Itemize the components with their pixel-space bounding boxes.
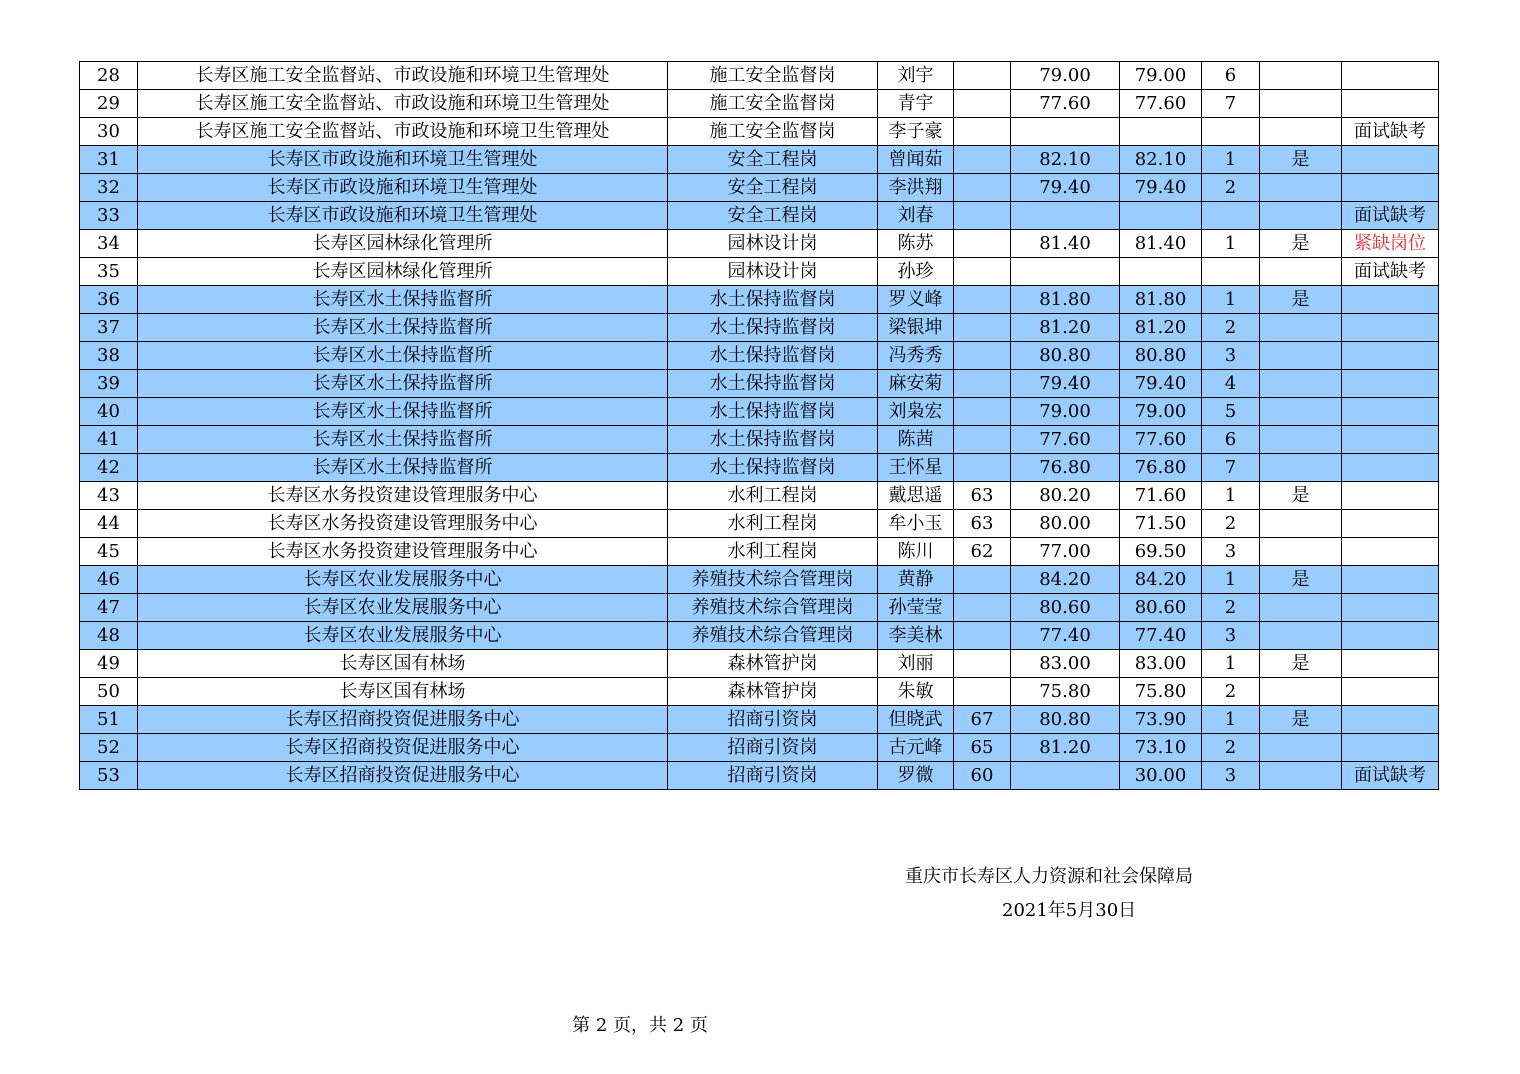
cell-post: 水土保持监督岗 xyxy=(668,454,878,482)
cell-written-score xyxy=(954,258,1011,286)
cell-name: 刘枭宏 xyxy=(878,398,954,426)
cell-unit: 长寿区招商投资促进服务中心 xyxy=(138,762,668,790)
cell-post: 森林管护岗 xyxy=(668,650,878,678)
cell-post: 养殖技术综合管理岗 xyxy=(668,566,878,594)
cell-unit: 长寿区农业发展服务中心 xyxy=(138,566,668,594)
cell-post: 水土保持监督岗 xyxy=(668,426,878,454)
cell-total-score xyxy=(1120,258,1202,286)
cell-unit: 长寿区国有林场 xyxy=(138,678,668,706)
cell-total-score: 79.40 xyxy=(1120,174,1202,202)
cell-serial-number: 40 xyxy=(80,398,138,426)
cell-name: 麻安菊 xyxy=(878,370,954,398)
cell-interview-score: 75.80 xyxy=(1011,678,1120,706)
cell-post: 施工安全监督岗 xyxy=(668,118,878,146)
cell-written-score: 65 xyxy=(954,734,1011,762)
cell-physical-exam: 是 xyxy=(1260,566,1342,594)
cell-total-score: 80.80 xyxy=(1120,342,1202,370)
cell-physical-exam xyxy=(1260,426,1342,454)
cell-interview-score: 76.80 xyxy=(1011,454,1120,482)
cell-total-score: 75.80 xyxy=(1120,678,1202,706)
cell-interview-score: 77.00 xyxy=(1011,538,1120,566)
table-row xyxy=(80,622,1439,650)
cell-interview-score: 81.20 xyxy=(1011,314,1120,342)
cell-serial-number: 34 xyxy=(80,230,138,258)
cell-written-score xyxy=(954,62,1011,90)
cell-post: 水利工程岗 xyxy=(668,538,878,566)
cell-name: 李洪翔 xyxy=(878,174,954,202)
cell-rank: 1 xyxy=(1202,482,1260,510)
cell-unit: 长寿区招商投资促进服务中心 xyxy=(138,706,668,734)
cell-rank: 1 xyxy=(1202,146,1260,174)
cell-physical-exam xyxy=(1260,398,1342,426)
cell-total-score: 84.20 xyxy=(1120,566,1202,594)
cell-written-score: 63 xyxy=(954,510,1011,538)
cell-note xyxy=(1342,650,1439,678)
cell-rank: 2 xyxy=(1202,510,1260,538)
cell-name: 黄静 xyxy=(878,566,954,594)
page-number: 第 2 页，共 2 页 xyxy=(572,1015,708,1036)
cell-note xyxy=(1342,482,1439,510)
cell-rank xyxy=(1202,118,1260,146)
cell-physical-exam: 是 xyxy=(1260,146,1342,174)
cell-physical-exam: 是 xyxy=(1260,286,1342,314)
table-row xyxy=(80,594,1439,622)
cell-interview-score: 80.80 xyxy=(1011,706,1120,734)
cell-unit: 长寿区水务投资建设管理服务中心 xyxy=(138,538,668,566)
cell-total-score: 79.00 xyxy=(1120,62,1202,90)
cell-unit: 长寿区水土保持监督所 xyxy=(138,398,668,426)
cell-interview-score: 80.20 xyxy=(1011,482,1120,510)
cell-post: 水土保持监督岗 xyxy=(668,370,878,398)
cell-physical-exam: 是 xyxy=(1260,230,1342,258)
cell-written-score xyxy=(954,146,1011,174)
cell-name: 牟小玉 xyxy=(878,510,954,538)
cell-note xyxy=(1342,510,1439,538)
cell-post: 园林设计岗 xyxy=(668,230,878,258)
cell-total-score xyxy=(1120,118,1202,146)
cell-post: 水土保持监督岗 xyxy=(668,286,878,314)
cell-name: 孙珍 xyxy=(878,258,954,286)
table-row xyxy=(80,146,1439,174)
cell-name: 罗义峰 xyxy=(878,286,954,314)
cell-note xyxy=(1342,370,1439,398)
cell-serial-number: 39 xyxy=(80,370,138,398)
cell-post: 施工安全监督岗 xyxy=(668,90,878,118)
cell-post: 养殖技术综合管理岗 xyxy=(668,622,878,650)
cell-note xyxy=(1342,314,1439,342)
cell-total-score: 73.90 xyxy=(1120,706,1202,734)
cell-post: 水土保持监督岗 xyxy=(668,314,878,342)
cell-rank: 3 xyxy=(1202,762,1260,790)
cell-rank xyxy=(1202,258,1260,286)
cell-serial-number: 51 xyxy=(80,706,138,734)
cell-note xyxy=(1342,286,1439,314)
cell-written-score xyxy=(954,650,1011,678)
cell-unit: 长寿区施工安全监督站、市政设施和环境卫生管理处 xyxy=(138,90,668,118)
cell-unit: 长寿区农业发展服务中心 xyxy=(138,594,668,622)
cell-rank: 2 xyxy=(1202,314,1260,342)
cell-post: 施工安全监督岗 xyxy=(668,62,878,90)
cell-note: 面试缺考 xyxy=(1342,762,1439,790)
cell-serial-number: 53 xyxy=(80,762,138,790)
cell-interview-score: 77.40 xyxy=(1011,622,1120,650)
cell-physical-exam xyxy=(1260,174,1342,202)
cell-written-score xyxy=(954,174,1011,202)
cell-name: 冯秀秀 xyxy=(878,342,954,370)
cell-interview-score: 84.20 xyxy=(1011,566,1120,594)
cell-interview-score: 77.60 xyxy=(1011,426,1120,454)
cell-note: 面试缺考 xyxy=(1342,118,1439,146)
table-row xyxy=(80,286,1439,314)
cell-post: 安全工程岗 xyxy=(668,174,878,202)
cell-written-score: 67 xyxy=(954,706,1011,734)
cell-written-score xyxy=(954,622,1011,650)
cell-written-score xyxy=(954,202,1011,230)
cell-physical-exam xyxy=(1260,118,1342,146)
cell-post: 水利工程岗 xyxy=(668,510,878,538)
cell-written-score xyxy=(954,370,1011,398)
cell-physical-exam xyxy=(1260,90,1342,118)
cell-unit: 长寿区市政设施和环境卫生管理处 xyxy=(138,146,668,174)
cell-total-score: 81.20 xyxy=(1120,314,1202,342)
table-row xyxy=(80,370,1439,398)
cell-post: 水土保持监督岗 xyxy=(668,398,878,426)
cell-physical-exam xyxy=(1260,314,1342,342)
cell-written-score xyxy=(954,426,1011,454)
table-body xyxy=(80,62,1439,790)
cell-written-score xyxy=(954,594,1011,622)
cell-physical-exam xyxy=(1260,538,1342,566)
cell-physical-exam: 是 xyxy=(1260,706,1342,734)
table-row xyxy=(80,454,1439,482)
table-row xyxy=(80,314,1439,342)
cell-unit: 长寿区市政设施和环境卫生管理处 xyxy=(138,202,668,230)
cell-serial-number: 35 xyxy=(80,258,138,286)
cell-note xyxy=(1342,454,1439,482)
cell-unit: 长寿区水土保持监督所 xyxy=(138,314,668,342)
cell-written-score xyxy=(954,566,1011,594)
cell-physical-exam: 是 xyxy=(1260,482,1342,510)
table-row xyxy=(80,230,1439,258)
table-row xyxy=(80,426,1439,454)
cell-interview-score: 79.00 xyxy=(1011,398,1120,426)
cell-serial-number: 46 xyxy=(80,566,138,594)
table-row xyxy=(80,482,1439,510)
cell-total-score: 73.10 xyxy=(1120,734,1202,762)
table-row xyxy=(80,762,1439,790)
cell-name: 陈苏 xyxy=(878,230,954,258)
table-row xyxy=(80,538,1439,566)
cell-rank: 2 xyxy=(1202,174,1260,202)
cell-interview-score xyxy=(1011,762,1120,790)
cell-note xyxy=(1342,566,1439,594)
cell-name: 李美林 xyxy=(878,622,954,650)
table-row xyxy=(80,174,1439,202)
cell-total-score: 83.00 xyxy=(1120,650,1202,678)
cell-interview-score: 80.60 xyxy=(1011,594,1120,622)
cell-unit: 长寿区施工安全监督站、市政设施和环境卫生管理处 xyxy=(138,118,668,146)
cell-name: 古元峰 xyxy=(878,734,954,762)
cell-note xyxy=(1342,62,1439,90)
cell-name: 刘丽 xyxy=(878,650,954,678)
cell-note xyxy=(1342,174,1439,202)
table-row xyxy=(80,342,1439,370)
cell-total-score xyxy=(1120,202,1202,230)
cell-name: 罗微 xyxy=(878,762,954,790)
cell-interview-score: 79.00 xyxy=(1011,62,1120,90)
cell-serial-number: 28 xyxy=(80,62,138,90)
cell-interview-score: 81.40 xyxy=(1011,230,1120,258)
cell-rank: 3 xyxy=(1202,538,1260,566)
cell-note xyxy=(1342,342,1439,370)
cell-rank: 2 xyxy=(1202,734,1260,762)
cell-rank: 1 xyxy=(1202,650,1260,678)
cell-rank: 7 xyxy=(1202,454,1260,482)
cell-written-score xyxy=(954,314,1011,342)
cell-unit: 长寿区水土保持监督所 xyxy=(138,286,668,314)
cell-rank: 1 xyxy=(1202,230,1260,258)
cell-interview-score: 77.60 xyxy=(1011,90,1120,118)
cell-unit: 长寿区市政设施和环境卫生管理处 xyxy=(138,174,668,202)
cell-note xyxy=(1342,90,1439,118)
cell-rank: 7 xyxy=(1202,90,1260,118)
cell-rank: 1 xyxy=(1202,566,1260,594)
cell-name: 曾闻茹 xyxy=(878,146,954,174)
cell-unit: 长寿区水土保持监督所 xyxy=(138,454,668,482)
cell-post: 招商引资岗 xyxy=(668,762,878,790)
cell-serial-number: 43 xyxy=(80,482,138,510)
cell-serial-number: 31 xyxy=(80,146,138,174)
cell-written-score xyxy=(954,90,1011,118)
cell-name: 陈川 xyxy=(878,538,954,566)
table-row xyxy=(80,118,1439,146)
cell-rank: 2 xyxy=(1202,594,1260,622)
cell-name: 朱敏 xyxy=(878,678,954,706)
cell-written-score: 63 xyxy=(954,482,1011,510)
cell-interview-score xyxy=(1011,118,1120,146)
cell-name: 李子豪 xyxy=(878,118,954,146)
cell-serial-number: 48 xyxy=(80,622,138,650)
table-row xyxy=(80,510,1439,538)
cell-rank: 2 xyxy=(1202,678,1260,706)
cell-rank: 6 xyxy=(1202,62,1260,90)
cell-total-score: 71.50 xyxy=(1120,510,1202,538)
cell-total-score: 79.00 xyxy=(1120,398,1202,426)
cell-serial-number: 47 xyxy=(80,594,138,622)
cell-total-score: 79.40 xyxy=(1120,370,1202,398)
cell-serial-number: 36 xyxy=(80,286,138,314)
cell-rank: 3 xyxy=(1202,622,1260,650)
cell-unit: 长寿区水土保持监督所 xyxy=(138,370,668,398)
cell-written-score xyxy=(954,678,1011,706)
cell-unit: 长寿区水土保持监督所 xyxy=(138,342,668,370)
table-row xyxy=(80,62,1439,90)
cell-note: 面试缺考 xyxy=(1342,202,1439,230)
issue-date: 2021年5月30日 xyxy=(1002,900,1137,921)
cell-written-score: 62 xyxy=(954,538,1011,566)
cell-name: 梁银坤 xyxy=(878,314,954,342)
cell-name: 孙莹莹 xyxy=(878,594,954,622)
cell-physical-exam: 是 xyxy=(1260,650,1342,678)
cell-serial-number: 32 xyxy=(80,174,138,202)
cell-interview-score: 80.80 xyxy=(1011,342,1120,370)
cell-serial-number: 42 xyxy=(80,454,138,482)
cell-serial-number: 30 xyxy=(80,118,138,146)
cell-unit: 长寿区国有林场 xyxy=(138,650,668,678)
cell-note xyxy=(1342,146,1439,174)
cell-interview-score xyxy=(1011,258,1120,286)
cell-interview-score: 80.00 xyxy=(1011,510,1120,538)
cell-interview-score xyxy=(1011,202,1120,230)
cell-interview-score: 79.40 xyxy=(1011,370,1120,398)
cell-serial-number: 33 xyxy=(80,202,138,230)
cell-physical-exam xyxy=(1260,202,1342,230)
table-row xyxy=(80,258,1439,286)
cell-rank: 1 xyxy=(1202,286,1260,314)
table-row xyxy=(80,90,1439,118)
cell-written-score xyxy=(954,230,1011,258)
cell-interview-score: 83.00 xyxy=(1011,650,1120,678)
cell-unit: 长寿区水土保持监督所 xyxy=(138,426,668,454)
cell-serial-number: 29 xyxy=(80,90,138,118)
cell-post: 安全工程岗 xyxy=(668,146,878,174)
cell-written-score xyxy=(954,398,1011,426)
cell-physical-exam xyxy=(1260,510,1342,538)
issuing-organization: 重庆市长寿区人力资源和社会保障局 xyxy=(905,866,1193,887)
cell-note xyxy=(1342,706,1439,734)
cell-post: 安全工程岗 xyxy=(668,202,878,230)
cell-interview-score: 81.80 xyxy=(1011,286,1120,314)
cell-physical-exam xyxy=(1260,594,1342,622)
cell-physical-exam xyxy=(1260,762,1342,790)
cell-name: 刘宇 xyxy=(878,62,954,90)
cell-name: 但晓武 xyxy=(878,706,954,734)
cell-name: 青宇 xyxy=(878,90,954,118)
table-row xyxy=(80,706,1439,734)
cell-unit: 长寿区农业发展服务中心 xyxy=(138,622,668,650)
table-row xyxy=(80,566,1439,594)
cell-total-score: 80.60 xyxy=(1120,594,1202,622)
cell-note xyxy=(1342,426,1439,454)
cell-total-score: 30.00 xyxy=(1120,762,1202,790)
cell-note: 面试缺考 xyxy=(1342,258,1439,286)
cell-total-score: 77.60 xyxy=(1120,90,1202,118)
cell-note xyxy=(1342,398,1439,426)
cell-note xyxy=(1342,538,1439,566)
cell-post: 水利工程岗 xyxy=(668,482,878,510)
cell-name: 陈茜 xyxy=(878,426,954,454)
cell-rank: 1 xyxy=(1202,706,1260,734)
cell-total-score: 77.40 xyxy=(1120,622,1202,650)
cell-note: 紧缺岗位 xyxy=(1342,230,1439,258)
cell-physical-exam xyxy=(1260,678,1342,706)
cell-interview-score: 82.10 xyxy=(1011,146,1120,174)
cell-name: 刘春 xyxy=(878,202,954,230)
cell-rank: 5 xyxy=(1202,398,1260,426)
cell-physical-exam xyxy=(1260,370,1342,398)
cell-post: 招商引资岗 xyxy=(668,706,878,734)
cell-written-score: 60 xyxy=(954,762,1011,790)
cell-note xyxy=(1342,622,1439,650)
cell-interview-score: 81.20 xyxy=(1011,734,1120,762)
cell-total-score: 77.60 xyxy=(1120,426,1202,454)
cell-rank: 3 xyxy=(1202,342,1260,370)
cell-serial-number: 41 xyxy=(80,426,138,454)
cell-unit: 长寿区招商投资促进服务中心 xyxy=(138,734,668,762)
results-table xyxy=(79,61,1439,790)
table-row xyxy=(80,678,1439,706)
cell-written-score xyxy=(954,454,1011,482)
cell-physical-exam xyxy=(1260,454,1342,482)
cell-physical-exam xyxy=(1260,342,1342,370)
cell-serial-number: 38 xyxy=(80,342,138,370)
table-row xyxy=(80,734,1439,762)
cell-post: 养殖技术综合管理岗 xyxy=(668,594,878,622)
cell-unit: 长寿区园林绿化管理所 xyxy=(138,230,668,258)
cell-physical-exam xyxy=(1260,62,1342,90)
cell-serial-number: 52 xyxy=(80,734,138,762)
cell-serial-number: 49 xyxy=(80,650,138,678)
cell-unit: 长寿区施工安全监督站、市政设施和环境卫生管理处 xyxy=(138,62,668,90)
cell-total-score: 71.60 xyxy=(1120,482,1202,510)
cell-post: 森林管护岗 xyxy=(668,678,878,706)
cell-total-score: 76.80 xyxy=(1120,454,1202,482)
cell-serial-number: 37 xyxy=(80,314,138,342)
cell-physical-exam xyxy=(1260,258,1342,286)
table-row xyxy=(80,398,1439,426)
cell-total-score: 69.50 xyxy=(1120,538,1202,566)
cell-physical-exam xyxy=(1260,622,1342,650)
cell-total-score: 82.10 xyxy=(1120,146,1202,174)
cell-written-score xyxy=(954,342,1011,370)
table-row xyxy=(80,650,1439,678)
cell-total-score: 81.40 xyxy=(1120,230,1202,258)
cell-unit: 长寿区水务投资建设管理服务中心 xyxy=(138,510,668,538)
cell-rank xyxy=(1202,202,1260,230)
cell-serial-number: 44 xyxy=(80,510,138,538)
cell-rank: 6 xyxy=(1202,426,1260,454)
cell-total-score: 81.80 xyxy=(1120,286,1202,314)
cell-post: 园林设计岗 xyxy=(668,258,878,286)
cell-unit: 长寿区水务投资建设管理服务中心 xyxy=(138,482,668,510)
cell-serial-number: 50 xyxy=(80,678,138,706)
cell-written-score xyxy=(954,118,1011,146)
cell-name: 王怀星 xyxy=(878,454,954,482)
cell-unit: 长寿区园林绿化管理所 xyxy=(138,258,668,286)
cell-written-score xyxy=(954,286,1011,314)
cell-serial-number: 45 xyxy=(80,538,138,566)
cell-note xyxy=(1342,734,1439,762)
cell-note xyxy=(1342,678,1439,706)
cell-physical-exam xyxy=(1260,734,1342,762)
cell-note xyxy=(1342,594,1439,622)
table-row xyxy=(80,202,1439,230)
cell-interview-score: 79.40 xyxy=(1011,174,1120,202)
cell-rank: 4 xyxy=(1202,370,1260,398)
cell-name: 戴思遥 xyxy=(878,482,954,510)
cell-post: 招商引资岗 xyxy=(668,734,878,762)
cell-post: 水土保持监督岗 xyxy=(668,342,878,370)
